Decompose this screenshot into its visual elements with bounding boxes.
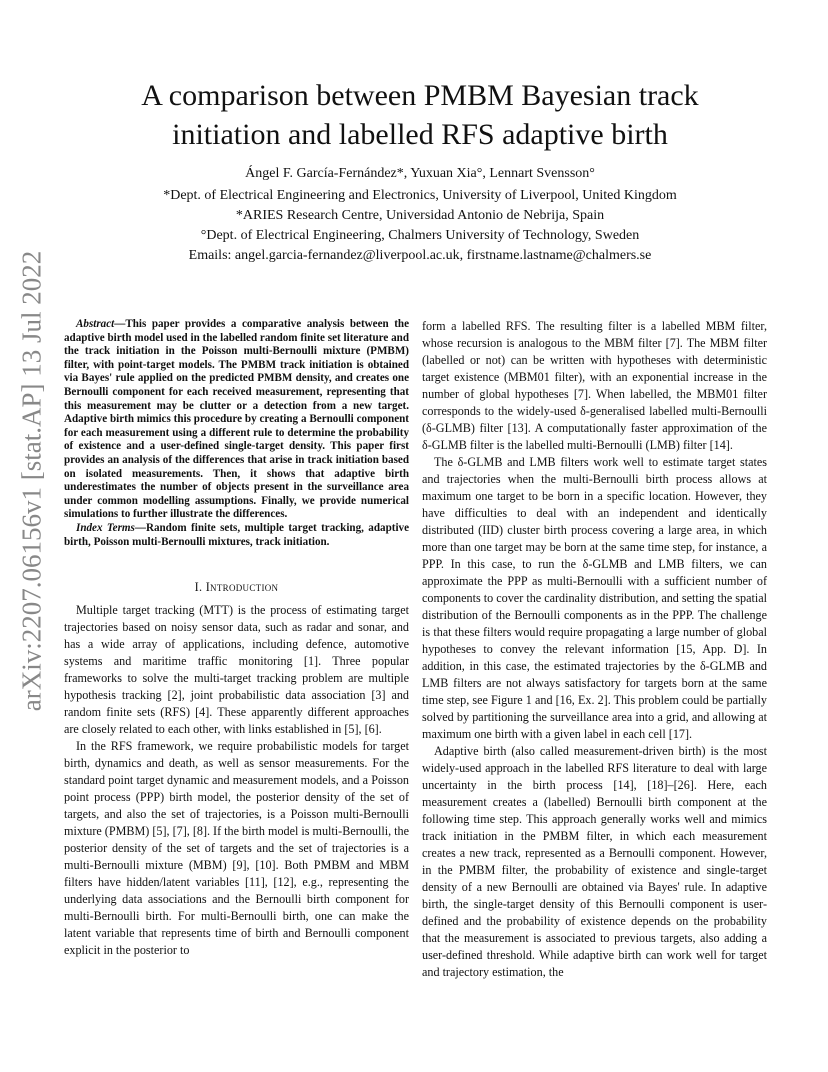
index-terms-text: —Random finite sets, multiple target tracking, adaptive birth, Poisson multi-Bernoulli mixtures, track initiation. xyxy=(64,521,409,548)
intro-paragraph-4: The δ-GLMB and LMB filters work well to estimate target states and trajectories when the multi-Bernoulli birth process allows at maximum one target to be born in a specific location. However, they have difficulties to deal with an independent and identically distributed (IID) cluster birth process covering a large area, in which more than one target may be born at the same time step, for instance, a PPP. In this case, to run the δ-GLMB and LMB filters, we can approximate the PPP as multi-Bernoulli with a sufficient number of components to cover the cardinality distribution, and setting the spatial distribution of the Bernoulli components as in the PPP. The challenge is that these filters would require propagating a large number of global hypotheses to convey the relevant information [15, App. D]. In addition, in this case, the estimated trajectories by the δ-GLMB and LMB filters are not always satisfactory for targets born at the same time step, see Figure 1 and [16, Ex. 2]. This problem could be partially solved by partitioning the surveillance area into a grid, and allowing at maximum one birth with a given label in each cell [17]. xyxy=(422,455,767,741)
arxiv-identifier: arXiv:2207.06156v1 [stat.AP] 13 Jul 2022 xyxy=(16,250,47,712)
abstract-text: —This paper provides a comparative analysis between the adaptive birth model used in the labelled random finite set literature and the track initiation in the Poisson multi-Bernoulli mixture (PMBM) filter, with point-target models. The PMBM track initiation is obtained via Bayes' rule applied on the predicted PMBM density, and creates one Bernoulli component for each received measurement, representing that this measurement may be clutter or a detection from a new target. Adaptive birth mimics this procedure by creating a Bernoulli component for each measurement using a different rule to determine the probability of existence and a user-defined single-target density. This paper first provides an analysis of the differences that arise in track initiation based on isolated measurements. Then, it shows that adaptive birth underestimates the number of objects present in the surveillance area under common modelling assumptions. Finally, we provide numerical simulations to further illustrate the differences. xyxy=(64,318,409,521)
right-column xyxy=(422,318,767,981)
abstract xyxy=(64,318,409,522)
title-line-2: initiation and labelled RFS adaptive birth xyxy=(172,118,668,151)
index-terms-label: Index Terms xyxy=(76,521,135,534)
paper-title xyxy=(60,76,780,154)
affiliation-2: *ARIES Research Centre, Universidad Antonio de Nebrija, Spain xyxy=(235,208,605,223)
affiliation-3: °Dept. of Electrical Engineering, Chalmers University of Technology, Sweden xyxy=(200,228,640,243)
left-column xyxy=(64,318,409,959)
section-heading-introduction: I. Introduction xyxy=(194,580,279,595)
index-terms xyxy=(64,522,409,549)
affiliation-1: *Dept. of Electrical Engineering and Electronics, University of Liverpool, United Kingdom xyxy=(163,188,677,203)
arxiv-side-label xyxy=(12,250,52,712)
author-block xyxy=(60,164,780,266)
author-names: Ángel F. García-Fernández*, Yuxuan Xia°, Lennart Svensson° xyxy=(245,166,595,181)
title-line-1: A comparison between PMBM Bayesian track xyxy=(141,79,699,112)
intro-paragraph-1: Multiple target tracking (MTT) is the process of estimating target trajectories based on noisy sensor data, such as radar and sonar, and has a wide array of applications, including defence, automotive systems and maritime traffic monitoring [1]. Three popular frameworks to solve the multi-target tracking problem are multiple hypothesis tracking [2], joint probabilistic data association [3] and random finite sets (RFS) [4]. These apparently different approaches are closely related to each other, with links established in [5], [6]. xyxy=(64,603,409,737)
intro-paragraph-5: Adaptive birth (also called measurement-driven birth) is the most widely-used approach in the labelled RFS literature to deal with large uncertainty in the birth process [14], [18]–[26]. Here, each measurement creates a (labelled) Bernoulli birth component at the following time step. This approach generally works well and mimics track initiation in the PMBM filter, in which each measurement creates a new track, represented as a Bernoulli component. However, in the PMBM filter, the probability of existence and single-target density of a new Bernoulli are obtained via Bayes' rule. In adaptive birth, the single-target density of this Bernoulli component is user-defined and the probability of existence depends on the probability that the measurement is associated to previous targets, also adding a user-defined threshold. While adaptive birth can work well for target and trajectory estimation, the xyxy=(422,744,767,979)
abstract-label: Abstract xyxy=(76,318,115,330)
author-emails: Emails: angel.garcia-fernandez@liverpool.ac.uk, firstname.lastname@chalmers.se xyxy=(188,248,652,263)
intro-paragraph-2: In the RFS framework, we require probabilistic models for target birth, dynamics and death, as well as sensor measurements. For the standard point target dynamic and measurement models, and a Poisson point process (PPP) birth model, the posterior density of the set of targets, and also the set of trajectories, is a Poisson multi-Bernoulli mixture (PMBM) [5], [7], [8]. If the birth model is multi-Bernoulli, the posterior density of the set of targets and the set of trajectories is a multi-Bernoulli mixture (MBM) [9], [10]. Both PMBM and MBM filters have hidden/latent variables [11], [12], e.g., representing the underlying data associations and the Bernoulli birth component for multi-Bernoulli birth. For multi-Bernoulli birth, one can make the latent variable that represents time of birth and Bernoulli component explicit in the posterior to xyxy=(64,739,409,958)
intro-paragraph-3: form a labelled RFS. The resulting filter is a labelled MBM filter, whose recursion is analogous to the MBM filter [7]. The MBM filter (labelled or not) can be written with hypotheses with deterministic target existence (MBM01 filter), with an exponential increase in the number of global hypotheses [7]. When labelled, the MBM01 filter corresponds to the widely-used δ-generalised labelled multi-Bernoulli (δ-GLMB) filter [13]. A computationally faster approximation of the δ-GLMB filter is the labelled multi-Bernoulli (LMB) filter [14]. xyxy=(422,319,767,452)
